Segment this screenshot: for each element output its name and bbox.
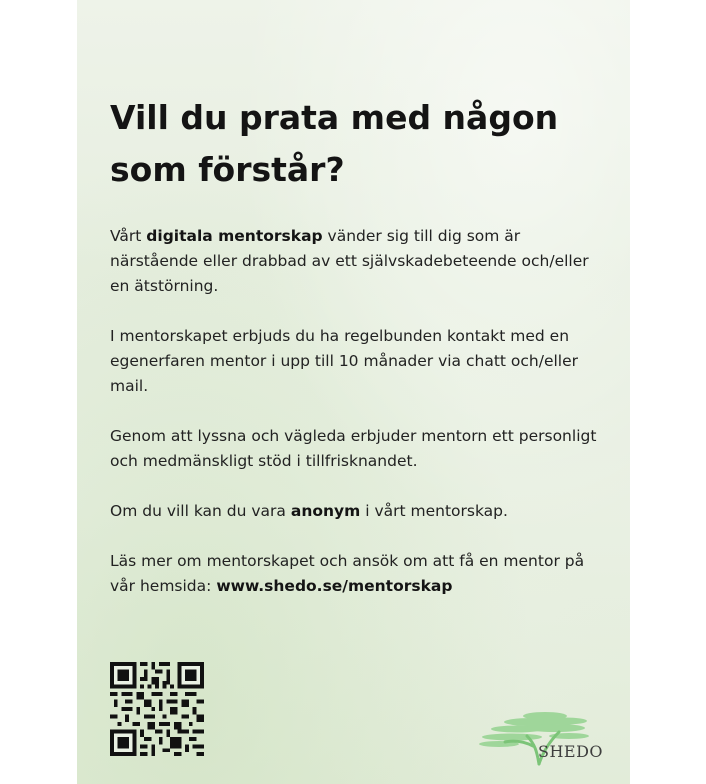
read-more-text: Läs mer om mentorskapet och ansök om att få en mentor på vår hemsida: (110, 552, 585, 595)
support-text: Genom att lyssna och vägleda erbjuder mentorn ett personligt och medmänskligt stöd i tillfrisknandet. (110, 427, 597, 470)
qr-code-icon[interactable] (110, 662, 204, 756)
anonymous-text-start: Om du vill kan du vara (110, 502, 291, 520)
paragraph-anonymous (110, 499, 610, 524)
paragraph-intro (110, 224, 610, 299)
contact-text: I mentorskapet erbjuds du ha regelbunden kontakt med en egenerfaren mentor i upp till 10 månader via chatt och/eller mail. (110, 327, 579, 395)
intro-text-start: Vårt (110, 227, 147, 245)
body-text (110, 224, 610, 624)
paragraph-support (110, 424, 610, 474)
poster (77, 0, 630, 784)
intro-text-end: vänder sig till dig som är närstående eller drabbad av ett självskadebeteende och/eller en ätstörning. (110, 227, 589, 295)
anonymous-bold: anonym (290, 502, 361, 520)
paragraph-contact (110, 324, 610, 399)
shedo-logo-text: SHEDO (538, 742, 604, 761)
intro-bold-mentorship: digitala mentorskap (146, 227, 323, 245)
paragraph-read-more (110, 549, 610, 599)
anonymous-text-end: i vårt mentorskap. (360, 502, 508, 520)
website-link[interactable]: www.shedo.se/mentorskap (216, 577, 453, 595)
headline: Vill du prata med någon som förstår? (110, 98, 559, 189)
